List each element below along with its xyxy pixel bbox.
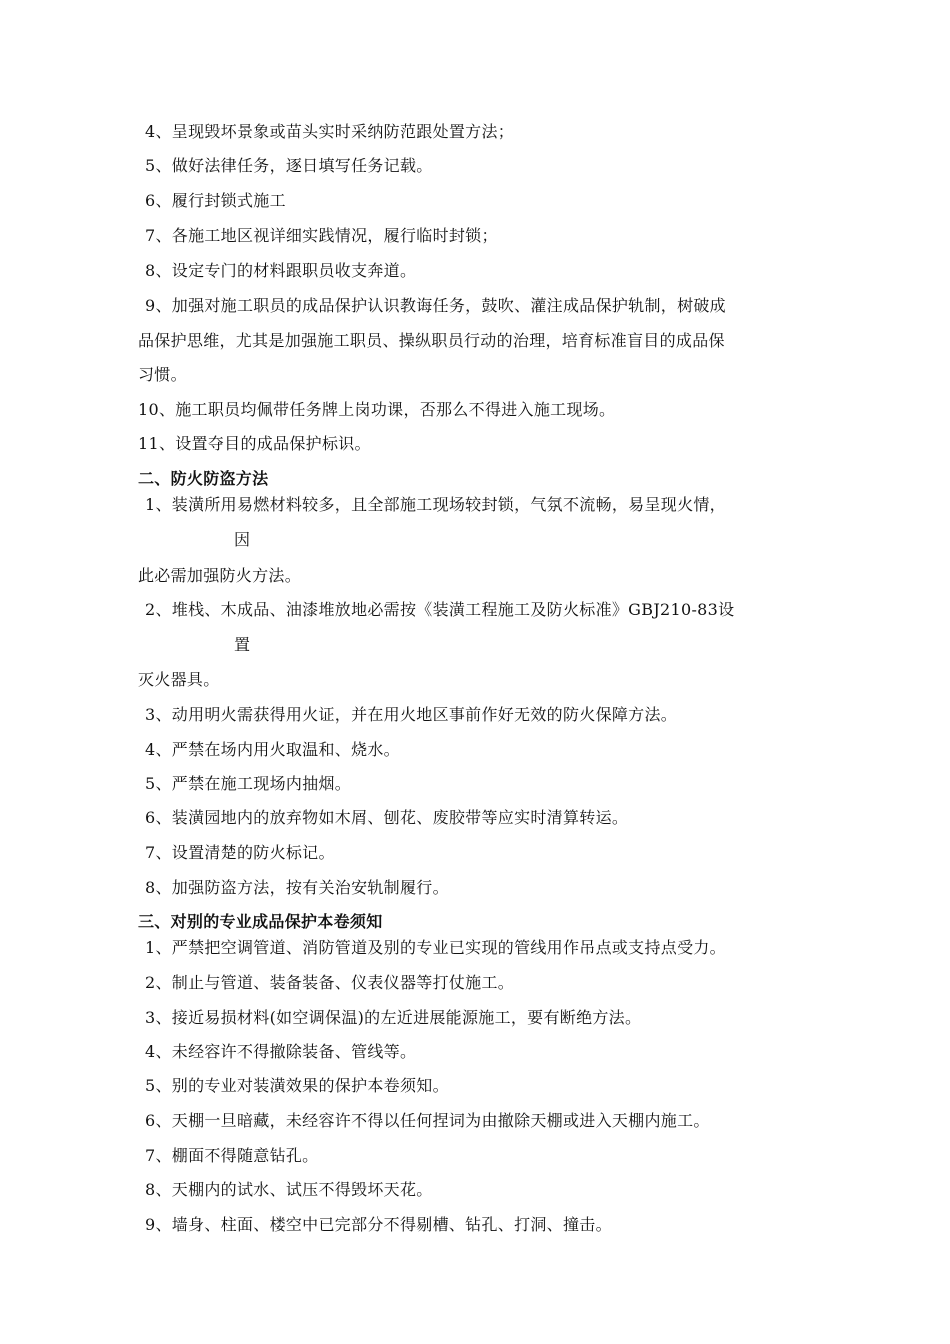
text-line: 8、天棚内的试水、试压不得毁坏天花。 xyxy=(145,1180,433,1199)
text-line: 4、未经容许不得撤除装备、管线等。 xyxy=(145,1042,417,1061)
section-heading: 二、防火防盗方法 xyxy=(138,469,269,488)
text-line: 1、严禁把空调管道、消防管道及别的专业已实现的管线用作吊点或支持点受力。 xyxy=(145,938,726,957)
text-line: 3、接近易损材料(如空调保温)的左近进展能源施工，要有断绝方法。 xyxy=(145,1008,642,1027)
text-line: 灭火器具。 xyxy=(138,670,220,689)
text-line: 品保护思维，尤其是加强施工职员、操纵职员行动的治理，培育标准盲目的成品保 xyxy=(138,331,725,350)
text-line: 2、堆栈、木成品、油漆堆放地必需按《装潢工程施工及防火标准》GBJ210-83设 xyxy=(145,600,735,619)
text-line: 5、做好法律任务，逐日填写任务记载。 xyxy=(145,156,433,175)
text-line: 9、墙身、柱面、楼空中已完部分不得剔槽、钻孔、打洞、撞击。 xyxy=(145,1215,612,1234)
section-heading: 三、对别的专业成品保护本卷须知 xyxy=(138,912,383,931)
text-line: 6、装潢园地内的放弃物如木屑、刨花、废胶带等应实时清算转运。 xyxy=(145,808,629,827)
text-line: 4、呈现毁坏景象或苗头实时采纳防范跟处置方法； xyxy=(145,122,515,141)
text-line: 10、施工职员均佩带任务牌上岗功课，否那么不得进入施工现场。 xyxy=(138,400,616,419)
text-line: 7、棚面不得随意钻孔。 xyxy=(145,1146,319,1165)
text-line: 1、装潢所用易燃材料较多，且全部施工现场较封锁，气氛不流畅，易呈现火情， xyxy=(145,495,726,514)
text-line: 7、设置清楚的防火标记。 xyxy=(145,843,335,862)
text-line: 因 xyxy=(234,530,251,549)
text-line: 3、动用明火需获得用火证，并在用火地区事前作好无效的防火保障方法。 xyxy=(145,705,678,724)
text-line: 此必需加强防火方法。 xyxy=(138,566,302,585)
text-line: 4、严禁在场内用火取温和、烧水。 xyxy=(145,740,400,759)
text-line: 11、设置夺目的成品保护标识。 xyxy=(138,434,371,453)
text-line: 习惯。 xyxy=(138,365,187,384)
text-line: 8、加强防盗方法，按有关治安轨制履行。 xyxy=(145,878,449,897)
text-line: 6、履行封锁式施工 xyxy=(145,191,286,210)
text-line: 2、制止与管道、装备装备、仪表仪器等打仗施工。 xyxy=(145,973,515,992)
text-line: 置 xyxy=(234,635,251,654)
text-line: 8、设定专门的材料跟职员收支奔道。 xyxy=(145,261,417,280)
text-line: 7、各施工地区视详细实践情况，履行临时封锁； xyxy=(145,226,498,245)
text-line: 5、严禁在施工现场内抽烟。 xyxy=(145,774,352,793)
text-line: 6、天棚一旦暗藏，未经容许不得以任何捏词为由撤除天棚或进入天棚内施工。 xyxy=(145,1111,710,1130)
text-line: 5、别的专业对装潢效果的保护本卷须知。 xyxy=(145,1076,449,1095)
text-line: 9、加强对施工职员的成品保护认识教诲任务，鼓吹、灌注成品保护轨制，树破成 xyxy=(145,296,726,315)
